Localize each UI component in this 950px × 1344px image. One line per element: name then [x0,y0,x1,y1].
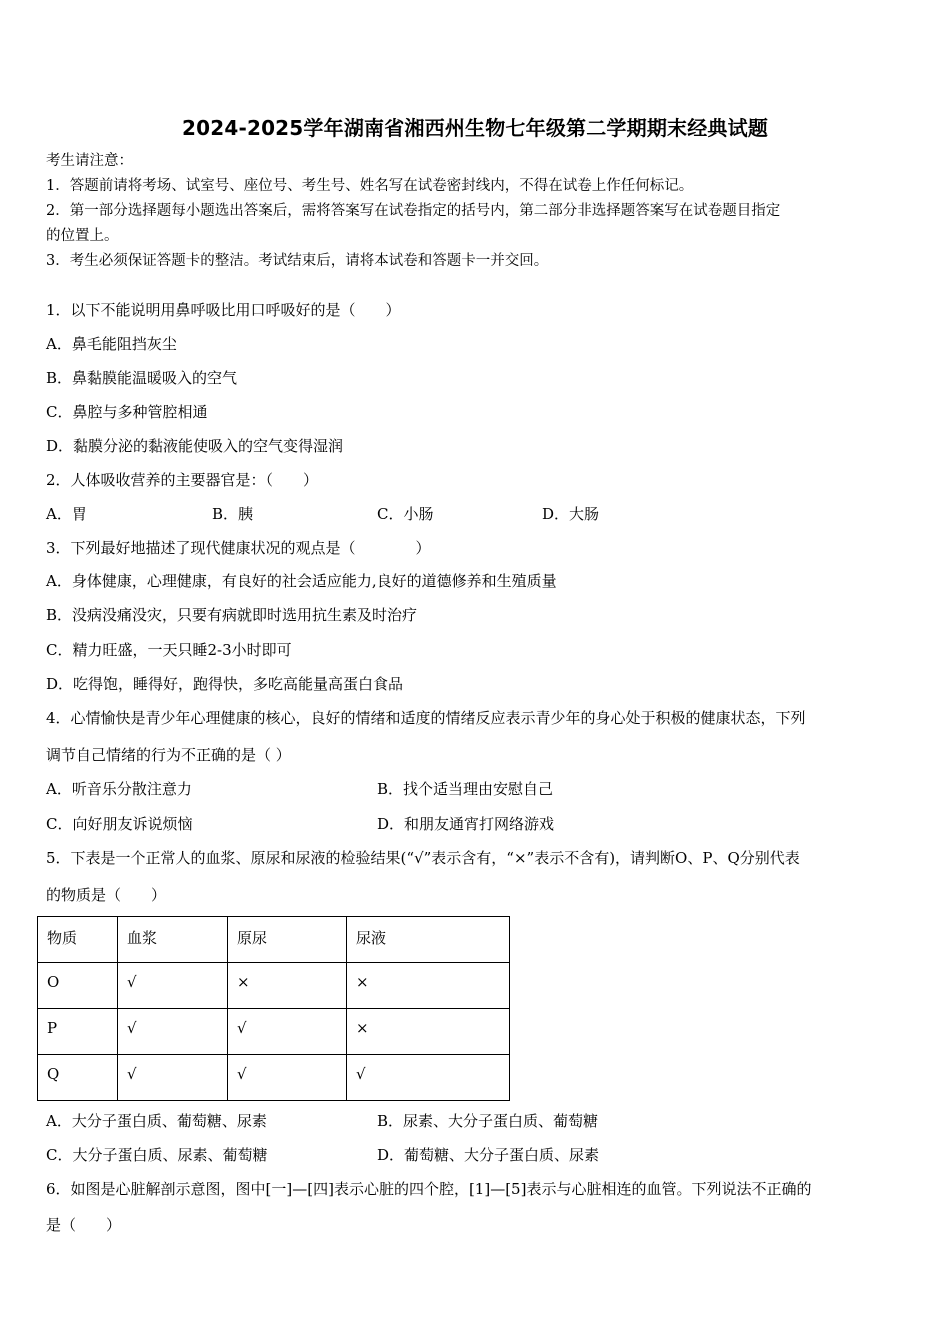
q5-stem-cont: 的物质是（ ） [46,886,167,904]
q5-results-table [37,916,510,1101]
table-header-cell: 尿液 [347,917,510,963]
notice-header: 考生请注意： [46,153,133,169]
q4-option-a: A．听音乐分散注意力 [46,780,192,798]
q5-option-d: D．葡萄糖、大分子蛋白质、尿素 [377,1146,600,1164]
table-cell: √ [118,1009,228,1055]
q4-option-c: C．向好朋友诉说烦恼 [46,815,193,833]
table-cell: √ [118,1055,228,1101]
table-header-cell: 物质 [38,917,118,963]
notice-item-3: 3．考生必须保证答题卡的整洁。考试结束后，请将本试卷和答题卡一并交回。 [46,253,549,269]
table-cell: × [347,1009,510,1055]
q2-option-d: D．大肠 [542,505,600,523]
table-header-cell: 血浆 [118,917,228,963]
q1-stem: 1．以下不能说明用鼻呼吸比用口呼吸好的是（ ） [46,301,401,319]
notice-item-2-cont: 的位置上。 [46,228,119,244]
page-title: 2024-2025学年湖南省湘西州生物七年级第二学期期末经典试题 [181,116,769,140]
q2-option-a: A．胃 [46,505,87,523]
table-row [38,1055,510,1101]
notice-item-1: 1．答题前请将考场、试室号、座位号、考生号、姓名写在试卷密封线内，不得在试卷上作任何标记。 [46,178,694,194]
q3-option-a: A．身体健康，心理健康，有良好的社会适应能力,良好的道德修养和生殖质量 [46,572,557,590]
table-cell: × [228,963,347,1009]
q2-option-c: C．小肠 [377,505,434,523]
q3-option-d: D．吃得饱，睡得好，跑得快，多吃高能量高蛋白食品 [46,675,404,693]
q3-option-c: C．精力旺盛，一天只睡2-3小时即可 [46,641,292,659]
q5-option-b: B．尿素、大分子蛋白质、葡萄糖 [377,1112,599,1130]
q5-option-c: C．大分子蛋白质、尿素、葡萄糖 [46,1146,268,1164]
q4-stem: 4．心情愉快是青少年心理健康的核心，良好的情绪和适度的情绪反应表示青少年的身心处于积极的健康状态，下列 [46,709,806,727]
table-cell: √ [118,963,228,1009]
q6-stem-cont: 是（ ） [46,1216,122,1234]
q4-stem-cont: 调节自己情绪的行为不正确的是（ ） [46,746,291,764]
table-row [38,963,510,1009]
table-cell: √ [228,1055,347,1101]
q3-option-b: B．没病没痛没灾，只要有病就即时选用抗生素及时治疗 [46,606,418,624]
table-cell-substance: Q [38,1055,118,1101]
q1-option-d: D．黏膜分泌的黏液能使吸入的空气变得湿润 [46,437,344,455]
table-cell-substance: P [38,1009,118,1055]
q6-stem: 6．如图是心脏解剖示意图，图中[一]—[四]表示心脏的四个腔，[1]—[5]表示与心脏相连的血管。下列说法不正确的 [46,1180,812,1198]
table-cell-substance: O [38,963,118,1009]
q1-option-b: B．鼻黏膜能温暖吸入的空气 [46,369,238,387]
table-cell: × [347,963,510,1009]
q2-option-b: B．胰 [212,505,254,523]
q5-stem: 5．下表是一个正常人的血浆、原尿和尿液的检验结果(“√”表示含有，“×”表示不含有)，请判断O、P、Q分别代表 [46,849,800,867]
q5-option-a: A．大分子蛋白质、葡萄糖、尿素 [46,1112,267,1130]
q4-option-b: B．找个适当理由安慰自己 [377,780,554,798]
table-cell: √ [347,1055,510,1101]
table-cell: √ [228,1009,347,1055]
table-row [38,1009,510,1055]
q2-stem: 2．人体吸收营养的主要器官是：（ ） [46,471,319,489]
table-header-row [38,917,510,963]
q3-stem: 3．下列最好地描述了现代健康状况的观点是（ ） [46,539,431,557]
table-header-cell: 原尿 [228,917,347,963]
q1-option-c: C．鼻腔与多种管腔相通 [46,403,208,421]
notice-item-2: 2．第一部分选择题每小题选出答案后，需将答案写在试卷指定的括号内，第二部分非选择题答案写在试卷题目指定 [46,203,781,219]
q1-option-a: A．鼻毛能阻挡灰尘 [46,335,177,353]
q4-option-d: D．和朋友通宵打网络游戏 [377,815,555,833]
